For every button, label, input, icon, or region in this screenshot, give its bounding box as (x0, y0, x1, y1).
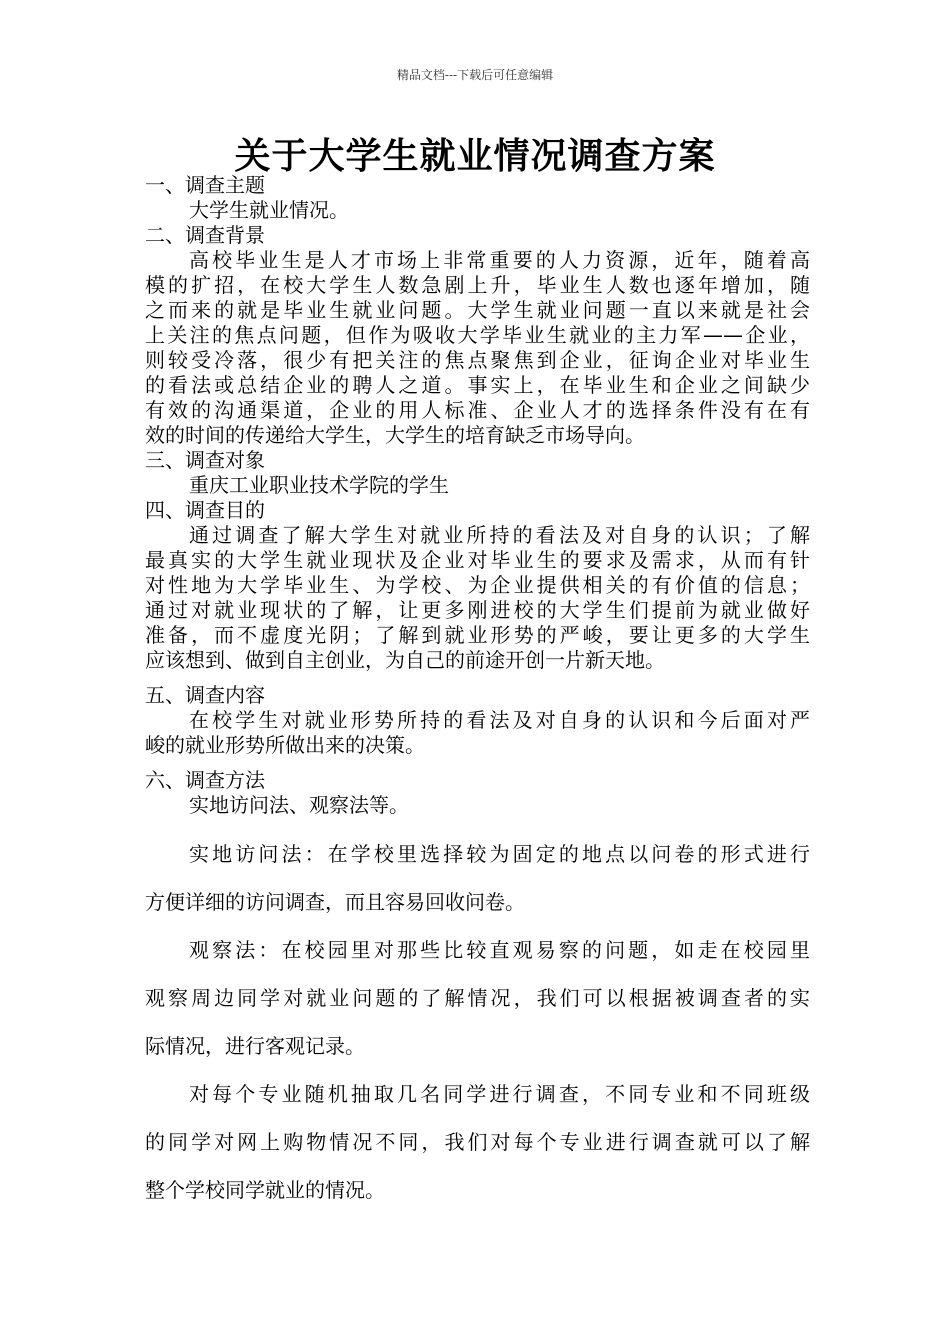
paragraph-line: 之而来的就是毕业生就业问题。大学生就业问题一直以来就是社会 (145, 298, 810, 322)
paragraph-line: 模的扩招，在校大学生人数急剧上升，毕业生人数也逐年增加，随 (145, 273, 810, 297)
header-note: 精品文档---下载后可任意编辑 (396, 68, 554, 82)
paragraph-line: 对每个专业随机抽取几名同学进行调查，不同专业和不同班级 (189, 1082, 810, 1106)
paragraph-line: 高校毕业生是人才市场上非常重要的人力资源，近年，随着高 (189, 248, 810, 272)
section-heading: 三、调查对象 (145, 448, 265, 472)
section-heading: 二、调查背景 (145, 223, 265, 247)
paragraph-line: 通过对就业现状的了解，让更多刚进校的大学生们提前为就业做好 (145, 598, 810, 622)
paragraph-line: 方便详细的访问调查，而且容易回收问卷。 (145, 890, 525, 914)
section-heading: 四、调查目的 (145, 498, 265, 522)
section-heading: 六、调查方法 (145, 768, 265, 792)
paragraph-line: 则较受冷落，很少有把关注的焦点聚焦到企业，征询企业对毕业生 (145, 348, 810, 372)
paragraph-line: 在校学生对就业形势所持的看法及对自身的认识和今后面对严 (189, 708, 810, 732)
paragraph-line: 整个学校同学就业的情况。 (145, 1178, 385, 1202)
paragraph-line: 应该想到、做到自主创业，为自己的前途开创一片新天地。 (145, 648, 665, 672)
paragraph-line: 通过调查了解大学生对就业所持的看法及对自身的认识；了解 (189, 523, 810, 547)
paragraph-line: 观察法：在校园里对那些比较直观易察的问题，如走在校园里 (189, 938, 810, 962)
document-title: 关于大学生就业情况调查方案 (234, 136, 716, 177)
paragraph-line: 大学生就业情况。 (189, 198, 349, 222)
paragraph-line: 的同学对网上购物情况不同，我们对每个专业进行调查就可以了解 (145, 1130, 810, 1154)
paragraph-line: 上关注的焦点问题，但作为吸收大学毕业生就业的主力军——企业， (145, 323, 810, 347)
paragraph-line: 重庆工业职业技术学院的学生 (189, 473, 449, 497)
paragraph-line: 观察周边同学对就业问题的了解情况，我们可以根据被调查者的实 (145, 986, 810, 1010)
paragraph-line: 实地访问法、观察法等。 (189, 793, 409, 817)
paragraph-line: 对性地为大学毕业生、为学校、为企业提供相关的有价值的信息； (145, 573, 810, 597)
section-heading: 五、调查内容 (145, 683, 265, 707)
paragraph-line: 效的时间的传递给大学生，大学生的培育缺乏市场导向。 (145, 423, 645, 447)
paragraph-line: 际情况，进行客观记录。 (145, 1034, 365, 1058)
document-body (145, 173, 810, 1214)
paragraph-line: 的看法或总结企业的聘人之道。事实上，在毕业生和企业之间缺少 (145, 373, 810, 397)
paragraph-line: 峻的就业形势所做出来的决策。 (145, 733, 425, 757)
paragraph-line: 准备，而不虚度光阴；了解到就业形势的严峻，要让更多的大学生 (145, 623, 810, 647)
paragraph-line: 有效的沟通渠道，企业的用人标准、企业人才的选择条件没有在有 (145, 398, 810, 422)
paragraph-line: 最真实的大学生就业现状及企业对毕业生的要求及需求，从而有针 (145, 548, 810, 572)
paragraph-line: 实地访问法：在学校里选择较为固定的地点以问卷的形式进行 (189, 842, 810, 866)
section-heading: 一、调查主题 (145, 173, 265, 197)
method-paragraph (145, 830, 810, 1214)
